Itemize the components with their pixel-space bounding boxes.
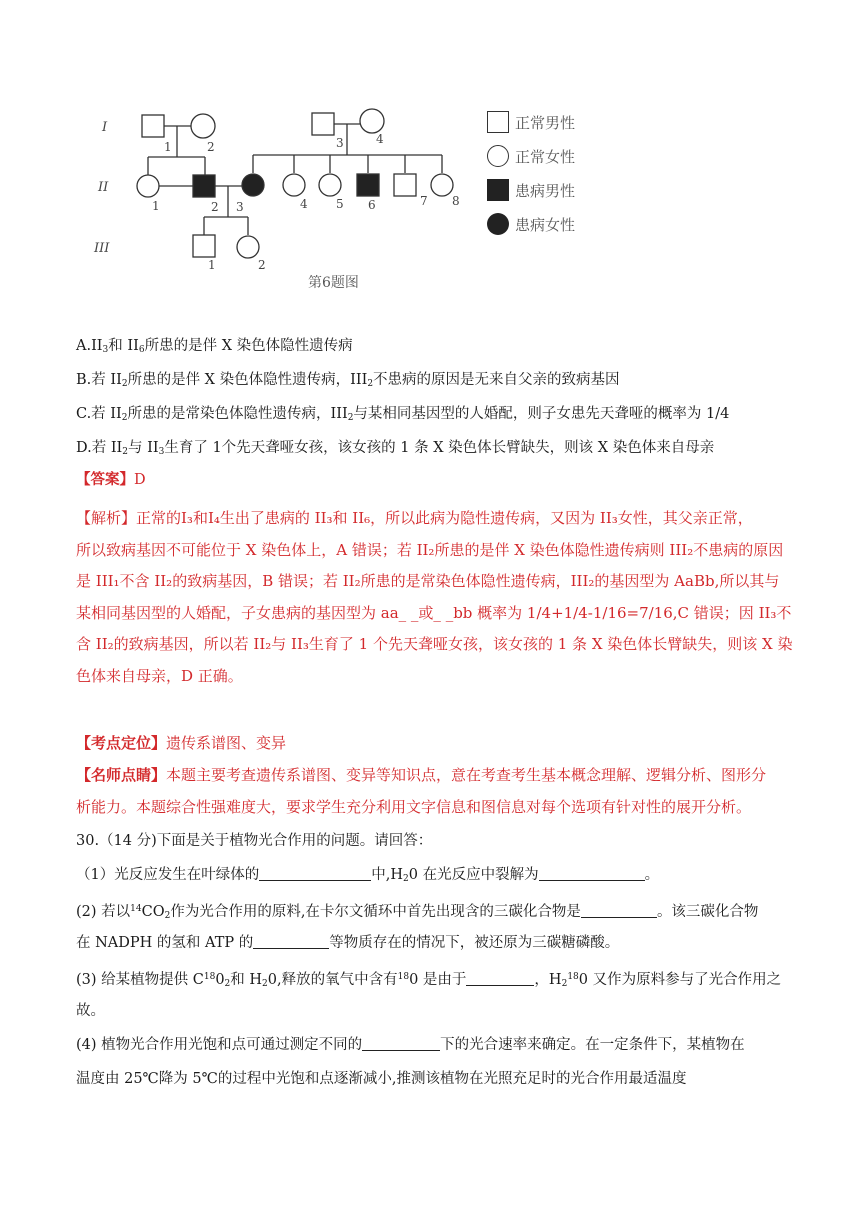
answer-line xyxy=(76,470,146,490)
svg-text:2: 2 xyxy=(258,258,266,272)
q30-part1: （1）光反应发生在叶绿体的 中$,H_20$ 在光反应中裂解为 。 xyxy=(76,867,660,884)
answer-blank[interactable] xyxy=(259,866,371,881)
pedigree-I4-normal-female xyxy=(360,109,384,133)
figure-caption: 第6题图 xyxy=(308,275,359,291)
svg-text:8: 8 xyxy=(452,194,460,208)
pedigree-II7-normal-male xyxy=(394,174,416,196)
normal-male-square-icon xyxy=(487,111,509,133)
answer-label: 【答案】 xyxy=(76,471,134,488)
analysis-block xyxy=(76,503,796,692)
answer-blank[interactable] xyxy=(581,903,657,918)
legend-affected-male: 患病男性 xyxy=(487,173,597,207)
answer-blank[interactable] xyxy=(362,1036,440,1051)
svg-text:4: 4 xyxy=(300,197,308,211)
answer-value: D xyxy=(134,472,146,488)
option-a: $A.II_3$和 $II_6$所患的是伴 X 染色体隐性遗传病 xyxy=(76,338,353,355)
svg-text:7: 7 xyxy=(420,194,428,208)
analysis-line: 【解析】正常的Ⅰ₃和Ⅰ₄生出了患病的 II₃和 II₆，所以此病为隐性遗传病，又因为 II₃女性，其父亲正常， xyxy=(76,509,753,527)
kaodian-line: 【考点定位】遗传系谱图、变异 xyxy=(76,734,287,752)
pedigree-II4-normal-female xyxy=(283,174,305,196)
analysis-line: 是 III₁不含 II₂的致病基因，B 错误；若 II₂所患的是常染色体隐性遗传病，III₂的基因型为 AaBb,所以其与 xyxy=(76,572,780,590)
legend-normal-female: 正常女性 xyxy=(487,139,597,173)
svg-text:6: 6 xyxy=(368,198,376,212)
q30-part2-line2: 在 NADPH 的氢和 ATP 的 等物质存在的情况下，被还原为三碳糖磷酸。 xyxy=(76,935,620,951)
analysis-line: 色体来自母亲，D 正确。 xyxy=(76,666,243,685)
q30-header: 30.（14 分)下面是关于植物光合作用的问题。请回答： xyxy=(76,833,433,849)
pedigree-I3-normal-male xyxy=(312,113,334,135)
normal-female-circle-icon xyxy=(487,145,509,167)
analysis-line: 所以致病基因不可能位于 X 染色体上，A 错误；若 II₂所患的是伴 X 染色体隐性遗传病则 III₂不患病的原因 xyxy=(76,540,784,559)
generation-label-III: III xyxy=(94,241,110,256)
q30-part3-line2: 故。 xyxy=(76,1003,105,1019)
pedigree-III2-normal-female xyxy=(237,236,259,258)
generation-label-II: II xyxy=(98,180,109,195)
pedigree-II1-normal-female xyxy=(137,175,159,197)
pedigree-II3-affected-female xyxy=(242,174,264,196)
legend-affected-female: 患病女性 xyxy=(487,207,597,241)
svg-text:5: 5 xyxy=(336,197,344,211)
option-b: B.若 $II_2$所患的是伴 X 染色体隐性遗传病，$III_2$不患病的原因是无来自父亲的致病基因 xyxy=(76,372,620,389)
analysis-line: 某相同基因型的人婚配，子女患病的基因型为 aa_ _或_ _bb 概率为 1/4+1/4-1/16=7/16,C 错误；因 II₃不 xyxy=(76,603,792,622)
svg-text:3: 3 xyxy=(236,200,244,214)
pedigree-II5-normal-female xyxy=(319,174,341,196)
mingshi-line-2: 析能力。本题综合性强难度大，要求学生充分利用文字信息和图信息对每个选项有针对性的展开分析。 xyxy=(76,798,752,816)
svg-text:2: 2 xyxy=(211,200,219,214)
pedigree-legend xyxy=(487,105,597,241)
svg-text:2: 2 xyxy=(207,140,215,154)
affected-female-circle-icon xyxy=(487,213,509,235)
affected-male-square-icon xyxy=(487,179,509,201)
mingshi-label: 【名师点睛】 xyxy=(76,766,167,784)
legend-normal-male: 正常男性 xyxy=(487,105,597,139)
svg-text:1: 1 xyxy=(208,258,216,272)
svg-text:4: 4 xyxy=(376,132,384,146)
pedigree-I1-normal-male xyxy=(142,115,164,137)
answer-blank[interactable] xyxy=(466,971,534,986)
option-c: C.若 $II_2$所患的是常染色体隐性遗传病，$III_2$与某相同基因型的人婚配，则子女患先天聋哑的概率为 1/4 xyxy=(76,406,730,423)
q30-part3: (3) 给某植物提供 $C^{18}0_2$和 $H_20$,释放的氧气中含有$^{18}$0 是由于 ，$H_2^{18}0$ 又作为原料参与了光合作用之 xyxy=(76,972,782,989)
kaodian-label: 【考点定位】 xyxy=(76,734,167,752)
answer-blank[interactable] xyxy=(539,866,645,881)
svg-text:1: 1 xyxy=(152,199,160,213)
generation-label-I: I xyxy=(102,120,108,135)
pedigree-II2-affected-male xyxy=(193,175,215,197)
answer-blank[interactable] xyxy=(253,934,329,949)
q30-part4-line2: 温度由 25℃降为 5℃的过程中光饱和点逐渐减小,推测该植物在光照充足时的光合作用最适温度 xyxy=(76,1071,687,1087)
mingshi-line-1: 【名师点睛】本题主要考查遗传系谱图、变异等知识点，意在考查考生基本概念理解、逻辑分析、图形分 xyxy=(76,766,767,784)
pedigree-II6-affected-male xyxy=(357,174,379,196)
pedigree-III1-normal-male xyxy=(193,235,215,257)
q30-part2: (2) 若以$^{14}CO_2$作为光合作用的原料,在卡尔文循环中首先出现含的三碳化合物是 。该三碳化合物 xyxy=(76,904,759,921)
svg-text:3: 3 xyxy=(336,136,344,150)
pedigree-II8-normal-female xyxy=(431,174,453,196)
pedigree-I2-normal-female xyxy=(191,114,215,138)
q30-part4: (4) 植物光合作用光饱和点可通过测定不同的 下的光合速率来确定。在一定条件下，某植物在 xyxy=(76,1037,745,1053)
analysis-line: 含 II₂的致病基因，所以若 II₂与 II₃生育了 1 个先天聋哑女孩，该女孩的 1 条 X 染色体长臂缺失，则该 X 染 xyxy=(76,635,793,653)
svg-text:1: 1 xyxy=(164,140,172,154)
option-d: D.若 $II_2$与 $II_3$生育了 1个先天聋哑女孩，该女孩的 1 条 X 染色体长臂缺失，则该 X 染色体来自母亲 xyxy=(76,440,715,457)
